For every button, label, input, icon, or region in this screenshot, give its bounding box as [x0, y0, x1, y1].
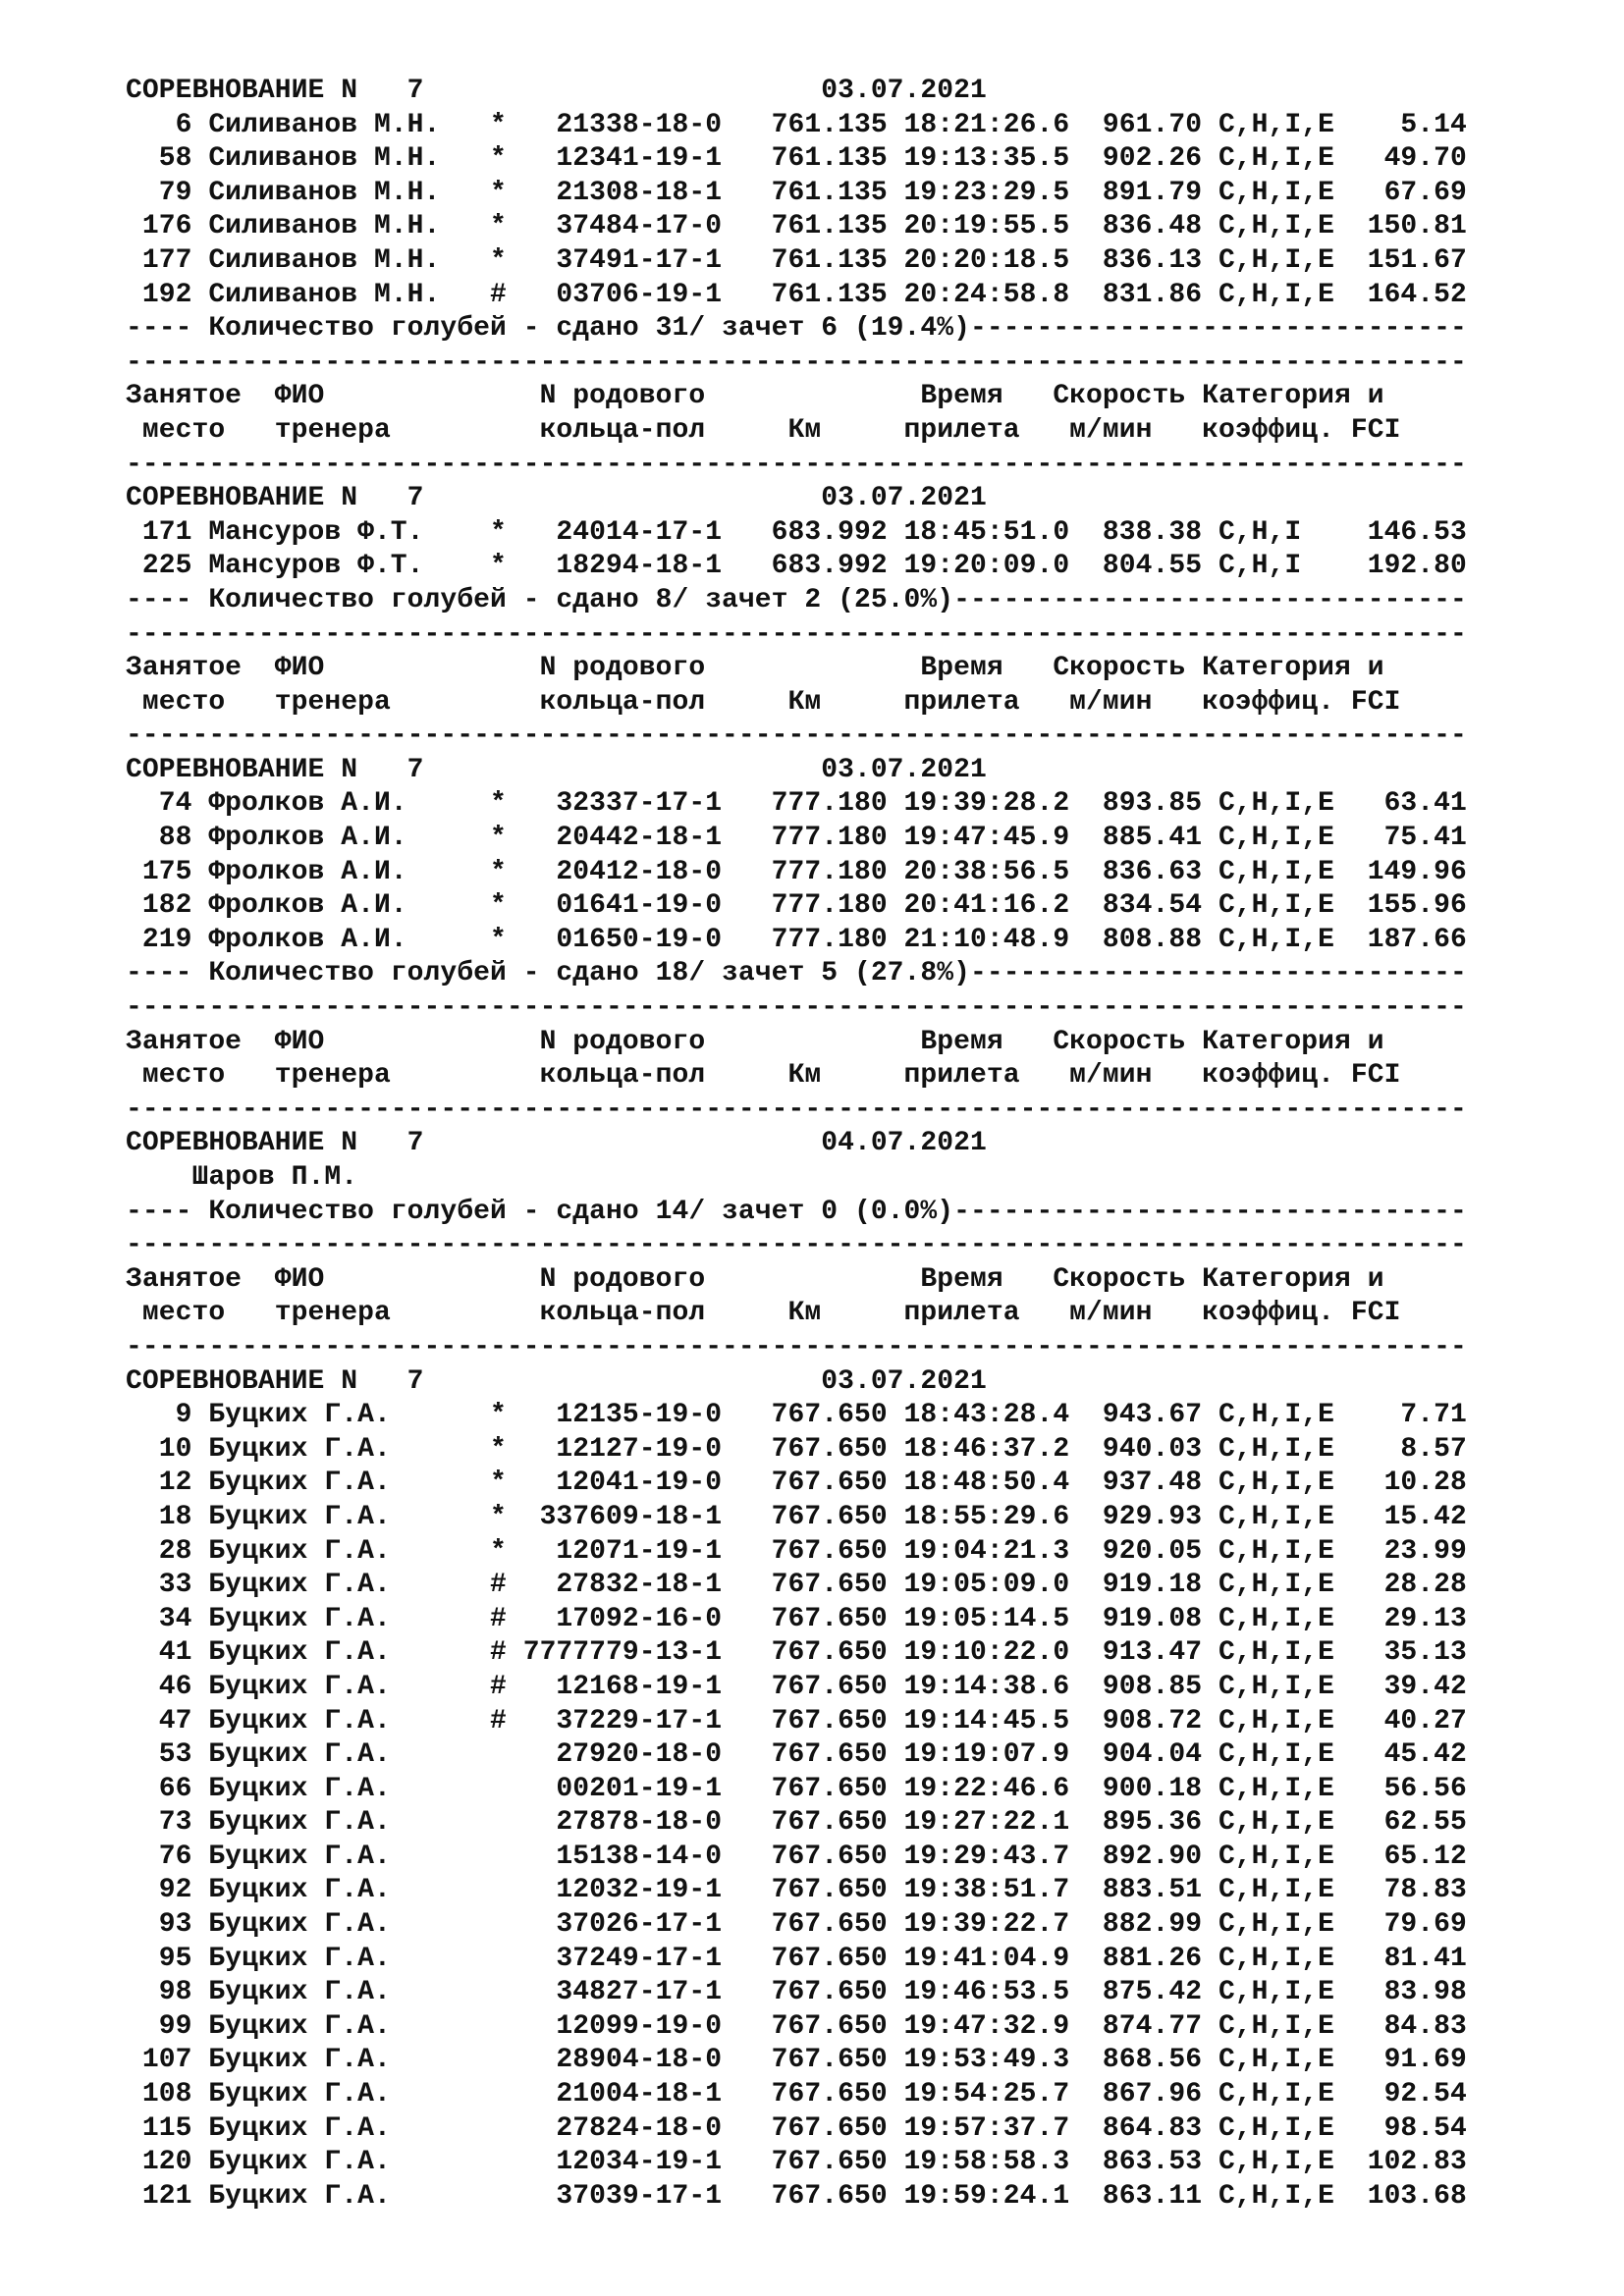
report-line: 98 Буцких Г.А. 34827-17-1 767.650 19:46:53.5 875.42 C,H,I,E 83.98 [126, 1977, 1467, 2008]
report-line: 93 Буцких Г.А. 37026-17-1 767.650 19:39:22.7 882.99 C,H,I,E 79.69 [126, 1909, 1467, 1941]
report-line: 99 Буцких Г.А. 12099-19-0 767.650 19:47:32.9 874.77 C,H,I,E 84.83 [126, 2010, 1467, 2042]
report-line: место тренера кольца-пол Км прилета м/мин коэффиц. FCI [126, 1298, 1401, 1329]
report-line: Занятое ФИО N родового Время Скорость Категория и [126, 1263, 1384, 1295]
report-line: 73 Буцких Г.А. 27878-18-0 767.650 19:27:22.1 895.36 C,H,I,E 62.55 [126, 1807, 1467, 1839]
report-line: СОРЕВНОВАНИЕ N 7 03.07.2021 [126, 483, 987, 514]
report-line: СОРЕВНОВАНИЕ N 7 03.07.2021 [126, 754, 987, 785]
report-line: 12 Буцких Г.А. * 12041-19-0 767.650 18:48:50.4 937.48 C,H,I,E 10.28 [126, 1468, 1467, 1499]
report-line: 120 Буцких Г.А. 12034-19-1 767.650 19:58:58.3 863.53 C,H,I,E 102.83 [126, 2147, 1467, 2178]
report-line: место тренера кольца-пол Км прилета м/мин коэффиц. FCI [126, 1060, 1401, 1092]
report-line: 6 Силиванов М.Н. * 21338-18-0 761.135 18:21:26.6 961.70 C,H,I,E 5.14 [126, 109, 1467, 140]
report-line: СОРЕВНОВАНИЕ N 7 03.07.2021 [126, 76, 987, 106]
report-line: Шаров П.М. [126, 1162, 358, 1193]
report-line: 46 Буцких Г.А. # 12168-19-1 767.650 19:14:38.6 908.85 C,H,I,E 39.42 [126, 1671, 1467, 1702]
report-line: 171 Мансуров Ф.Т. * 24014-17-1 683.992 18:45:51.0 838.38 C,H,I 146.53 [126, 516, 1467, 548]
report-line: 177 Силиванов М.Н. * 37491-17-1 761.135 20:20:18.5 836.13 C,H,I,E 151.67 [126, 244, 1467, 276]
report-line: Занятое ФИО N родового Время Скорость Категория и [126, 653, 1384, 684]
report-line: 34 Буцких Г.А. # 17092-16-0 767.650 19:05:14.5 919.08 C,H,I,E 29.13 [126, 1603, 1467, 1634]
report-line: 107 Буцких Г.А. 28904-18-0 767.650 19:53:49.3 868.56 C,H,I,E 91.69 [126, 2045, 1467, 2076]
report-line: ---- Количество голубей - сдано 31/ зачет 6 (19.4%)------------------------------ [126, 313, 1467, 345]
report-line: --------------------------------------------------------------------------------- [126, 449, 1467, 480]
report-line: СОРЕВНОВАНИЕ N 7 03.07.2021 [126, 1365, 987, 1397]
report-line: 28 Буцких Г.А. * 12071-19-1 767.650 19:04:21.3 920.05 C,H,I,E 23.99 [126, 1535, 1467, 1567]
report-line: --------------------------------------------------------------------------------- [126, 1230, 1467, 1261]
report-line: 41 Буцких Г.А. # 7777779-13-1 767.650 19:10:22.0 913.47 C,H,I,E 35.13 [126, 1637, 1467, 1669]
report-line: --------------------------------------------------------------------------------- [126, 992, 1467, 1024]
report-line: --------------------------------------------------------------------------------- [126, 1331, 1467, 1362]
report-line: 225 Мансуров Ф.Т. * 18294-18-1 683.992 19:20:09.0 804.55 C,H,I 192.80 [126, 551, 1467, 582]
report-line: ---- Количество голубей - сдано 14/ зачет 0 (0.0%)------------------------------- [126, 1196, 1467, 1227]
report-line: 108 Буцких Г.А. 21004-18-1 767.650 19:54:25.7 867.96 C,H,I,E 92.54 [126, 2079, 1467, 2110]
report-line: 95 Буцких Г.А. 37249-17-1 767.650 19:41:04.9 881.26 C,H,I,E 81.41 [126, 1943, 1467, 1974]
report-line: 76 Буцких Г.А. 15138-14-0 767.650 19:29:43.7 892.90 C,H,I,E 65.12 [126, 1841, 1467, 1872]
report-line: 74 Фролков А.И. * 32337-17-1 777.180 19:39:28.2 893.85 C,H,I,E 63.41 [126, 788, 1467, 820]
report-line: 88 Фролков А.И. * 20442-18-1 777.180 19:47:45.9 885.41 C,H,I,E 75.41 [126, 823, 1467, 854]
report-line: --------------------------------------------------------------------------------- [126, 347, 1467, 378]
report-line: 33 Буцких Г.А. # 27832-18-1 767.650 19:05:09.0 919.18 C,H,I,E 28.28 [126, 1570, 1467, 1601]
report-line: 219 Фролков А.И. * 01650-19-0 777.180 21:10:48.9 808.88 C,H,I,E 187.66 [126, 924, 1467, 955]
report-line: ---- Количество голубей - сдано 18/ зачет 5 (27.8%)------------------------------ [126, 958, 1467, 989]
report-line: 9 Буцких Г.А. * 12135-19-0 767.650 18:43:28.4 943.67 C,H,I,E 7.71 [126, 1400, 1467, 1431]
report-line: --------------------------------------------------------------------------------- [126, 1094, 1467, 1125]
report-line: место тренера кольца-пол Км прилета м/мин коэффиц. FCI [126, 686, 1401, 718]
report-line: 121 Буцких Г.А. 37039-17-1 767.650 19:59:24.1 863.11 C,H,I,E 103.68 [126, 2180, 1467, 2212]
report-line: ---- Количество голубей - сдано 8/ зачет 2 (25.0%)------------------------------- [126, 584, 1467, 615]
report-line: 175 Фролков А.И. * 20412-18-0 777.180 20:38:56.5 836.63 C,H,I,E 149.96 [126, 856, 1467, 887]
report-line: 115 Буцких Г.А. 27824-18-0 767.650 19:57:37.7 864.83 C,H,I,E 98.54 [126, 2112, 1467, 2144]
report-line: Занятое ФИО N родового Время Скорость Категория и [126, 381, 1384, 412]
report-line: 58 Силиванов М.Н. * 12341-19-1 761.135 19:13:35.5 902.26 C,H,I,E 49.70 [126, 143, 1467, 175]
report-line: 176 Силиванов М.Н. * 37484-17-0 761.135 20:19:55.5 836.48 C,H,I,E 150.81 [126, 211, 1467, 242]
report-line: 192 Силиванов М.Н. # 03706-19-1 761.135 20:24:58.8 831.86 C,H,I,E 164.52 [126, 279, 1467, 310]
report-line: --------------------------------------------------------------------------------- [126, 721, 1467, 752]
report-line: 182 Фролков А.И. * 01641-19-0 777.180 20:41:16.2 834.54 C,H,I,E 155.96 [126, 890, 1467, 922]
report-line: 10 Буцких Г.А. * 12127-19-0 767.650 18:46:37.2 940.03 C,H,I,E 8.57 [126, 1433, 1467, 1465]
report-line: --------------------------------------------------------------------------------- [126, 618, 1467, 650]
report-line: 66 Буцких Г.А. 00201-19-1 767.650 19:22:46.6 900.18 C,H,I,E 56.56 [126, 1773, 1467, 1804]
report-line: место тренера кольца-пол Км прилета м/мин коэффиц. FCI [126, 414, 1401, 446]
report-line: 18 Буцких Г.А. * 337609-18-1 767.650 18:55:29.6 929.93 C,H,I,E 15.42 [126, 1501, 1467, 1532]
results-report [126, 75, 1467, 2214]
report-line: СОРЕВНОВАНИЕ N 7 04.07.2021 [126, 1128, 987, 1159]
report-line: 79 Силиванов М.Н. * 21308-18-1 761.135 19:23:29.5 891.79 C,H,I,E 67.69 [126, 177, 1467, 208]
report-line: 92 Буцких Г.А. 12032-19-1 767.650 19:38:51.7 883.51 C,H,I,E 78.83 [126, 1875, 1467, 1906]
report-line: 53 Буцких Г.А. 27920-18-0 767.650 19:19:07.9 904.04 C,H,I,E 45.42 [126, 1739, 1467, 1771]
report-line: 47 Буцких Г.А. # 37229-17-1 767.650 19:14:45.5 908.72 C,H,I,E 40.27 [126, 1705, 1467, 1736]
report-line: Занятое ФИО N родового Время Скорость Категория и [126, 1026, 1384, 1057]
